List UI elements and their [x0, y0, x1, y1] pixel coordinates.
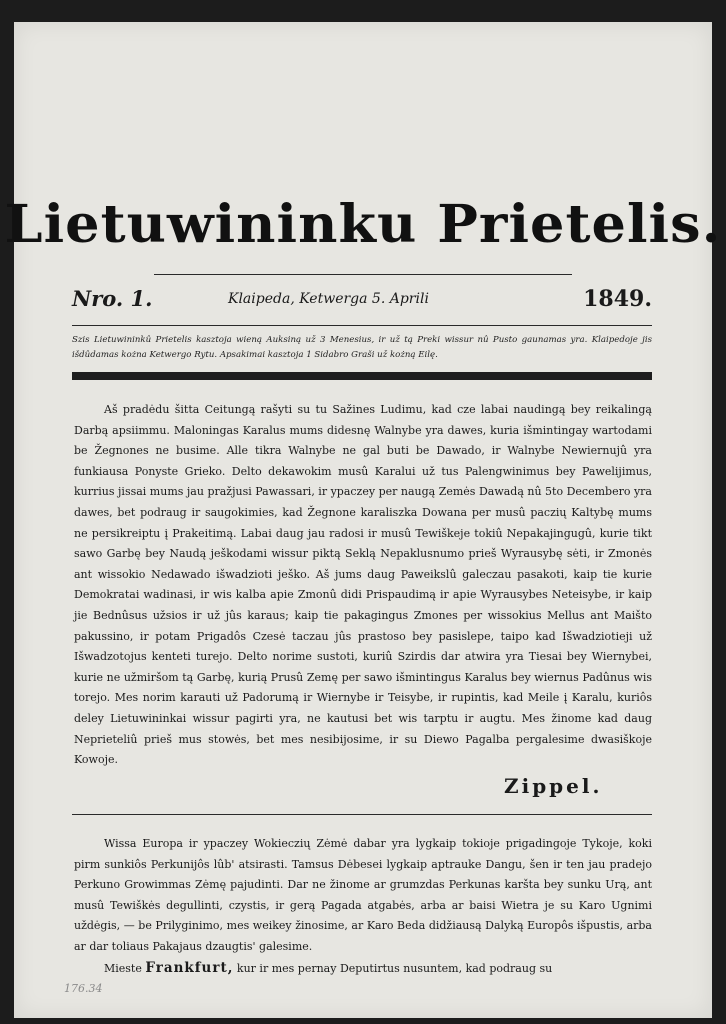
masthead-title: Lietuwininku Prietelis. — [4, 194, 722, 255]
city-frankfurt: Frankfurt, — [145, 959, 234, 976]
newspaper-page — [4, 22, 722, 1018]
editorial-article — [74, 400, 652, 771]
issue-line — [72, 286, 652, 314]
frankfurt-tail: kur ir mes pernay Deputirtus nusuntem, kad podraug su — [236, 961, 553, 975]
frankfurt-lead: Mieste — [104, 961, 142, 975]
news-article — [74, 834, 652, 979]
news-paragraph-frankfurt — [74, 958, 652, 980]
issue-place-date: Klaipeda, Ketwerga 5. Aprili — [228, 291, 429, 307]
issue-rule — [72, 325, 652, 326]
archive-pencil-mark: 176.34 — [64, 982, 103, 995]
thick-divider — [72, 372, 652, 380]
issue-number: Nro. 1. — [72, 286, 153, 311]
editor-signature: Zippel. — [504, 774, 603, 798]
subscription-note: Szis Lietuwininkû Prietelis kasztoja wieną Auksiną už 3 Menesius, ir už tą Preki wissur nû Pusto gaunamas yra. Klaipedoje jis išdûdamas kożna Ketwergo Rytu. Apsakimai kasztoja 1 Sidabro Graši už kożną Eilę. — [72, 335, 652, 360]
editorial-paragraph: Aš pradėdu šitta Ceitungą rašyti su tu Sažines Ludimu, kad cze labai naudingą bey reikalingą Darbą apsiimmu. Maloningas Karalus mums didesnę Walnybe yra dawes, kuria išmintingay wartodami be Žegnones ne busime. Alle tikra Walnybe ne gal buti be Dawado, ir Walnybe Newiernujû yra funkiausa Ponyste Grieko. Delto dekawokim musû Karalui už tus Palengwinimus bey Pawelijimus, kurrius jissai mums jau pražjusi Pawassari, ir ypaczey per naugą Zemės Dawadą nû 5to Decembero yra dawes, bet podraug ir saugokimies, kad Žegnone karaliszka Dowana per musû paczių Kaltybę mums ne persikreiptu į Prakeitimą. Labai daug jau radosi ir musû Tewiškeje tokiû Nepakajingugû, kurie tikt sawo Garbę bey Naudą ješkodami wissur piktą Seklą Nepaklusnumo prieš Wyrausybę sėti, ir Zmonės ant wissokio Nedawado išwadzioti ješko. Aš jums daug Paweikslû galeczau pasakoti, kaip tie kurie Demokratai wadinasi, ir wis kalba apie Zmonû didi Prispaudimą ir apie Wyrausybes Neteisybe, ir kaip jie Bednûsus užsios ir už jûs karaus; kaip tie pakagingus Zmones per wissokius Mellus ant Maišto pakussino, ir potam Prigadôs Czesė taczau jûs prastoso bey pasislepe, taipo kad Išwadziotieji už Išwadzotojus kenteti turejo. Delto norime sustoti, kuriû Szirdis dar atwira yra Tiesai bey Wiernybei, kurie ne užmiršom tą Garbę, kurią Prusû Zemę per sawo išmintingus Karalus bey wiernus Padûnus wis torejo. Mes norim karauti už Padorumą ir Wiernybe ir Teisybe, ir rupintis, kad Meile į Karalu, kuriôs deley Lietuwininkai wissur pagirti yra, ne kautusi bet wis tarptu ir augtu. Mes žinome kad daug Neprieteliû prieš mus stowės, bet mes nesibijosime, ir su Diewo Pagalba pergalesime dwasiškoje Kowoje. — [74, 403, 652, 767]
title-rule — [154, 274, 572, 275]
news-paragraph: Wissa Europa ir ypaczey Wokieczių Zėmė dabar yra lygkaip tokioje prigadingoje Tykoje, koki pirm sunkiôs Perkunijôs lûb' atsirasti. Tamsus Dėbesei lygkaip aptrauke Dangu, šen ir ten jau pradejo Perkuno Growimmas Zėmę pajudinti. Dar ne žinome ar grumzdas Perkunas karšta bey sunku Urą, ant musû Tewiškės degullinti, czystis, ir gerą Pagada atgabės, arba ar baisi Wietra je su Karo Ugnimi uždėgis, — be Prilyginimo, mes weikey žinosime, ar Karo Beda didžiausą Dalyką Europôs išpustis, arba ar dar toliaus Pakajaus dzaugtis' galesime. — [74, 837, 652, 953]
section-rule — [72, 814, 652, 815]
issue-year: 1849. — [583, 286, 652, 312]
